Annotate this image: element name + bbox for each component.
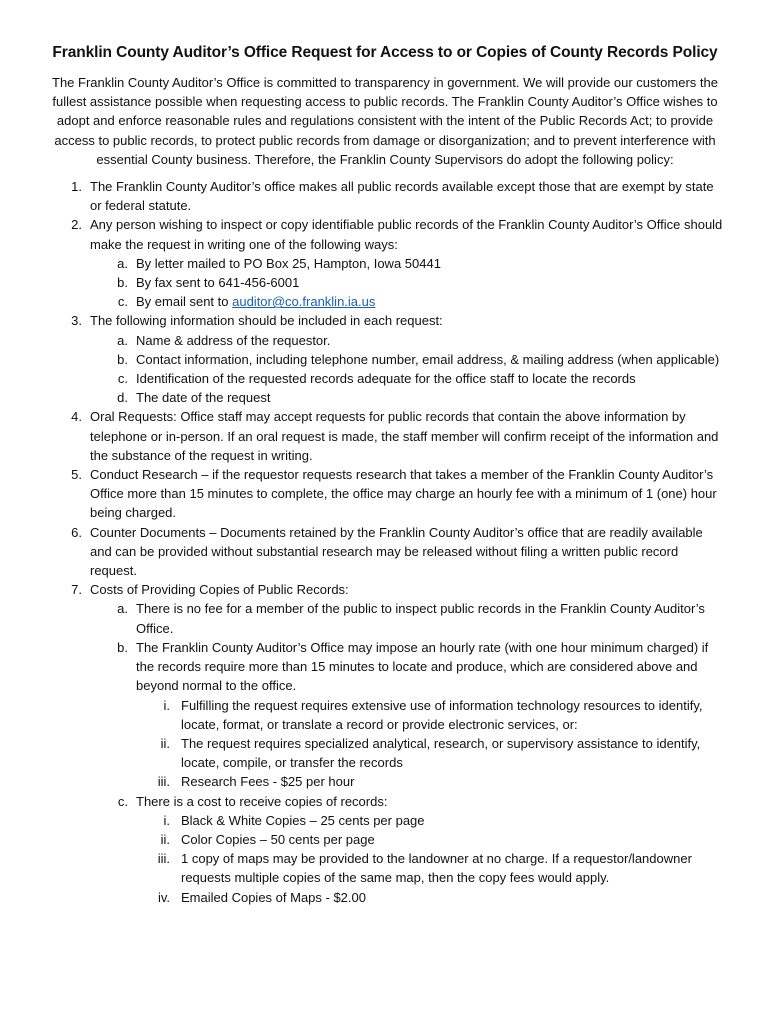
item-text-container — [181, 888, 724, 907]
item-text-container — [136, 350, 724, 369]
item-number: a. — [117, 255, 128, 271]
item-text-container — [90, 523, 724, 581]
item-number: iv. — [157, 889, 170, 905]
policy-item — [46, 523, 724, 581]
item-text-container — [90, 177, 724, 215]
item-text: Identification of the requested records adequate for the office staff to locate the records — [136, 371, 636, 387]
item-text: There is no fee for a member of the public to inspect public records in the Franklin County Auditor’s Office. — [136, 601, 705, 636]
item-number: b. — [117, 275, 128, 291]
item-text-container — [90, 215, 724, 253]
item-text-container — [136, 292, 724, 311]
policy-subitem — [46, 369, 724, 388]
policy-subsubitem — [46, 772, 724, 791]
item-text-container — [136, 273, 724, 292]
item-text-container — [136, 599, 724, 637]
item-text: There is a cost to receive copies of records: — [136, 793, 388, 809]
item-text: Any person wishing to inspect or copy identifiable public records of the Franklin County Auditor’s Office should make the request in writing one of the following ways: — [90, 217, 723, 252]
policy-subitem — [46, 792, 724, 811]
item-text-container — [136, 638, 724, 696]
item-text-container — [136, 388, 724, 407]
policy-subsubitem — [46, 734, 724, 772]
item-text: Conduct Research – if the requestor requests research that takes a member of the Franklin County Auditor’s Office more than 15 minutes to complete, the office may charge an hourly fee with a minimum of 1 (one) hour being charged. — [90, 467, 717, 521]
item-number: ii. — [160, 831, 170, 847]
item-number: iii. — [157, 851, 170, 867]
policy-subitem — [46, 331, 724, 350]
item-text: By email sent to — [136, 294, 233, 310]
item-text: By letter mailed to PO Box 25, Hampton, Iowa 50441 — [136, 255, 441, 271]
item-text-container — [90, 580, 724, 599]
item-text: Costs of Providing Copies of Public Records: — [90, 582, 349, 598]
policy-subitem — [46, 254, 724, 273]
item-number: c. — [117, 371, 128, 387]
policy-subitem — [46, 350, 724, 369]
item-number: 1. — [71, 179, 82, 195]
policy-item — [46, 580, 724, 599]
policy-item — [46, 311, 724, 330]
item-number: 4. — [71, 409, 82, 425]
policy-subitem — [46, 388, 724, 407]
item-number: c. — [117, 294, 128, 310]
item-text: Fulfilling the request requires extensive use of information technology resources to identify, locate, format, or translate a record or provide electronic services, or: — [181, 697, 703, 732]
item-number: i. — [163, 697, 170, 713]
policy-subitem — [46, 638, 724, 696]
item-text-container — [90, 311, 724, 330]
item-text-container — [181, 696, 724, 734]
item-number: ii. — [160, 735, 170, 751]
policy-item — [46, 215, 724, 253]
item-number: i. — [163, 812, 170, 828]
item-number: b. — [117, 639, 128, 655]
item-number: 6. — [71, 524, 82, 540]
item-number: 2. — [71, 217, 82, 233]
policy-subsubitem — [46, 888, 724, 907]
item-number: 5. — [71, 467, 82, 483]
policy-subitem — [46, 292, 724, 311]
item-text: 1 copy of maps may be provided to the landowner at no charge. If a requestor/landowner requests multiple copies of the same map, then the copy fees would apply. — [181, 851, 692, 886]
item-text: Color Copies – 50 cents per page — [181, 831, 375, 847]
policy-item — [46, 177, 724, 215]
policy-subitem — [46, 273, 724, 292]
item-text: Contact information, including telephone number, email address, & mailing address (when applicable) — [136, 351, 720, 367]
item-number: a. — [117, 332, 128, 348]
item-text-container — [136, 331, 724, 350]
item-number: d. — [117, 390, 128, 406]
item-text-container — [90, 465, 724, 523]
policy-subsubitem — [46, 849, 724, 887]
item-text: Research Fees - $25 per hour — [181, 774, 355, 790]
policy-subsubitem — [46, 830, 724, 849]
item-number: 7. — [71, 582, 82, 598]
item-text: The following information should be included in each request: — [90, 313, 443, 329]
item-text: The request requires specialized analytical, research, or supervisory assistance to identify, locate, compile, or transfer the records — [181, 735, 701, 771]
email-link[interactable]: auditor@co.franklin.ia.us — [232, 294, 376, 310]
item-text-container — [181, 811, 724, 830]
item-text: By fax sent to 641-456-6001 — [136, 275, 300, 291]
item-text-container — [181, 849, 724, 887]
item-text: Name & address of the requestor. — [136, 332, 331, 348]
item-number: iii. — [157, 774, 170, 790]
item-number: c. — [117, 793, 128, 809]
policy-subsubitem — [46, 811, 724, 830]
policy-subitem — [46, 599, 724, 637]
item-text: The Franklin County Auditor’s Office may impose an hourly rate (with one hour minimum charged) if the records require more than 15 minutes to locate and produce, which are considered above and beyond normal to the office. — [136, 639, 709, 694]
policy-subsubitem — [46, 696, 724, 734]
item-text: The Franklin County Auditor’s office makes all public records available except those that are exempt by state or federal statute. — [90, 179, 714, 214]
policy-item — [46, 465, 724, 523]
item-text-container — [181, 772, 724, 791]
item-number: 3. — [71, 313, 82, 329]
item-text-container — [181, 734, 724, 772]
item-number: a. — [117, 601, 128, 617]
item-text: Emailed Copies of Maps - $2.00 — [181, 889, 366, 905]
policy-list — [46, 177, 724, 907]
item-text-container — [181, 830, 724, 849]
item-text-container — [136, 792, 724, 811]
item-number: b. — [117, 351, 128, 367]
intro-paragraph: The Franklin County Auditor’s Office is committed to transparency in government. We will provide our customers the fullest assistance possible when requesting access to public records. The Franklin County Auditor’s Office wishes to adopt and enforce reasonable rules and regulations consistent with the intent of the Public Records Act; to provide access to public records, to protect public records from damage or disorganization; and to prevent interference with essential County business. Therefore, the Franklin County Supervisors do adopt the following policy: — [52, 75, 718, 167]
item-text-container — [136, 369, 724, 388]
item-text: Oral Requests: Office staff may accept requests for public records that contain the above information by telephone or in-person. If an oral request is made, the staff member will confirm receipt of the information and the substance of the request in writing. — [90, 409, 719, 463]
page-title: Franklin County Auditor’s Office Request for Access to or Copies of County Records Policy — [52, 44, 718, 61]
item-text-container — [90, 407, 724, 465]
item-text: Black & White Copies – 25 cents per page — [181, 812, 425, 828]
item-text: The date of the request — [136, 390, 271, 406]
item-text: Counter Documents – Documents retained by the Franklin County Auditor’s office that are readily available and can be provided without substantial research may be released without filing a written public record request. — [90, 524, 703, 579]
item-text-container — [136, 254, 724, 273]
policy-item — [46, 407, 724, 465]
